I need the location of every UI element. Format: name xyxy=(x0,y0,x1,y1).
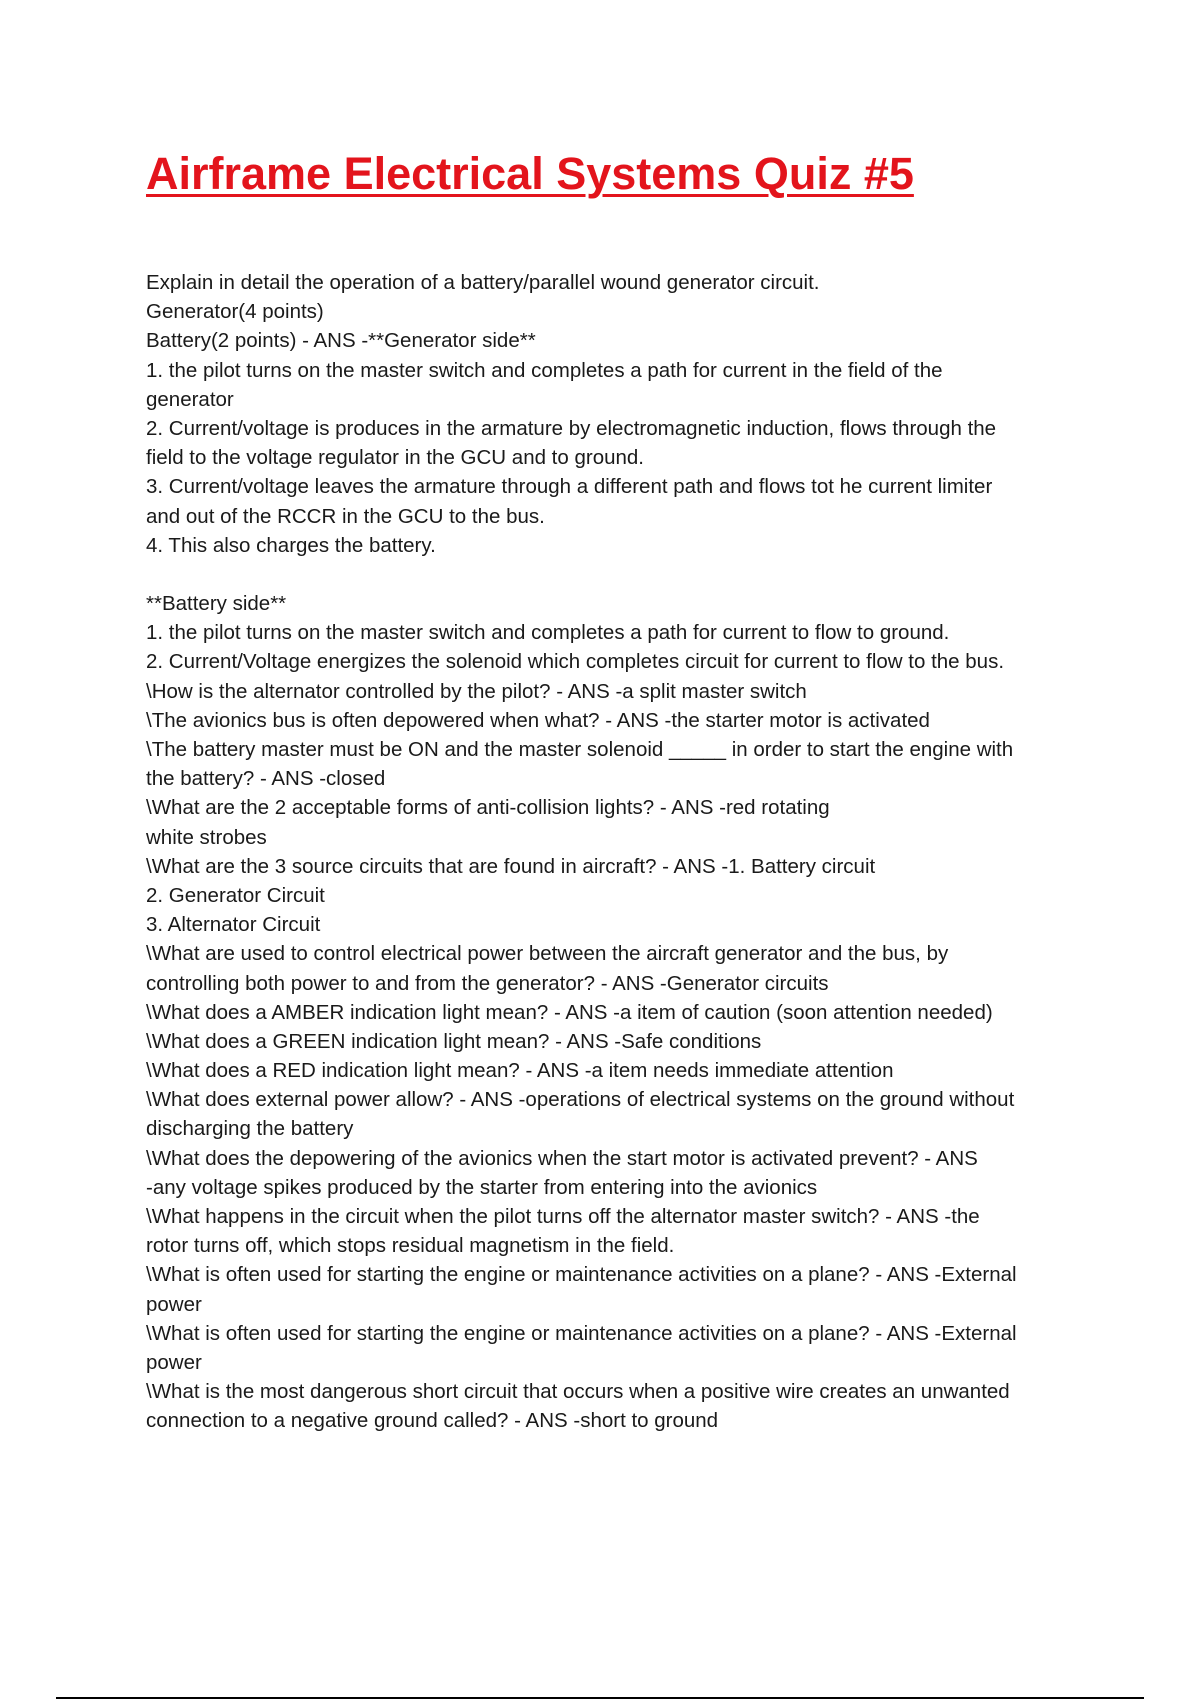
text-line: white strobes xyxy=(146,825,267,849)
text-line: -any voltage spikes produced by the starter from entering into the avionics xyxy=(146,1175,818,1199)
blank-line xyxy=(146,560,1096,589)
text-line: power xyxy=(146,1292,202,1316)
text-line: \What does a RED indication light mean? - ANS -a item needs immediate attention xyxy=(146,1059,894,1083)
text-line: 4. This also charges the battery. xyxy=(146,533,436,557)
text-line: connection to a negative ground called? - ANS -short to ground xyxy=(146,1409,719,1433)
text-line: rotor turns off, which stops residual magnetism in the field. xyxy=(146,1234,675,1258)
document-title: Airframe Electrical Systems Quiz #5 xyxy=(146,148,914,199)
document-body xyxy=(146,268,1096,1436)
text-line: 3. Alternator Circuit xyxy=(146,913,321,937)
text-line: \The avionics bus is often depowered when what? - ANS -the starter motor is activated xyxy=(146,708,930,732)
page-bottom-divider xyxy=(56,1697,1144,1699)
text-line: \What is the most dangerous short circuit that occurs when a positive wire creates an unwanted xyxy=(146,1380,1010,1404)
text-line: \What are the 3 source circuits that are found in aircraft? - ANS -1. Battery circuit xyxy=(146,854,876,878)
text-line: Explain in detail the operation of a battery/parallel wound generator circuit. xyxy=(146,271,820,294)
text-line: 2. Current/Voltage energizes the solenoid which completes circuit for current to flow to the bus. xyxy=(146,650,1005,674)
text-line: and out of the RCCR in the GCU to the bus. xyxy=(146,504,545,528)
text-line: **Battery side** xyxy=(146,592,287,616)
text-line: generator xyxy=(146,387,234,411)
text-line: Generator(4 points) xyxy=(146,300,324,324)
text-line: \How is the alternator controlled by the pilot? - ANS -a split master switch xyxy=(146,679,807,703)
text-line: \The battery master must be ON and the master solenoid _____ in order to start the engine with xyxy=(146,738,1014,761)
text-line: \What is often used for starting the engine or maintenance activities on a plane? - ANS -External xyxy=(146,1321,1017,1345)
text-line: 1. the pilot turns on the master switch and completes a path for current in the field of the xyxy=(146,358,943,382)
text-line: \What does a GREEN indication light mean? - ANS -Safe conditions xyxy=(146,1029,762,1053)
text-line: \What are used to control electrical power between the aircraft generator and the bus, by xyxy=(146,942,949,966)
text-line: \What does the depowering of the avionics when the start motor is activated prevent? - ANS xyxy=(146,1146,978,1170)
text-line: \What are the 2 acceptable forms of anti-collision lights? - ANS -red rotating xyxy=(146,796,830,820)
text-line: power xyxy=(146,1350,202,1374)
text-line: 3. Current/voltage leaves the armature through a different path and flows tot he current limiter xyxy=(146,475,993,499)
text-line: Battery(2 points) - ANS -**Generator side** xyxy=(146,329,536,353)
text-line: 1. the pilot turns on the master switch and completes a path for current to flow to ground. xyxy=(146,621,950,645)
text-line: the battery? - ANS -closed xyxy=(146,767,386,791)
text-line: controlling both power to and from the generator? - ANS -Generator circuits xyxy=(146,971,829,995)
text-line: \What does external power allow? - ANS -operations of electrical systems on the ground without xyxy=(146,1088,1015,1112)
text-line: discharging the battery xyxy=(146,1117,354,1141)
text-line: 2. Current/voltage is produces in the armature by electromagnetic induction, flows through the xyxy=(146,416,997,440)
text-line: field to the voltage regulator in the GCU and to ground. xyxy=(146,446,645,470)
text-line: 2. Generator Circuit xyxy=(146,883,325,907)
text-line: \What does a AMBER indication light mean? - ANS -a item of caution (soon attention needed) xyxy=(146,1000,993,1024)
text-line: \What happens in the circuit when the pilot turns off the alternator master switch? - ANS -the xyxy=(146,1205,980,1228)
text-line: \What is often used for starting the engine or maintenance activities on a plane? - ANS -External xyxy=(146,1263,1017,1287)
